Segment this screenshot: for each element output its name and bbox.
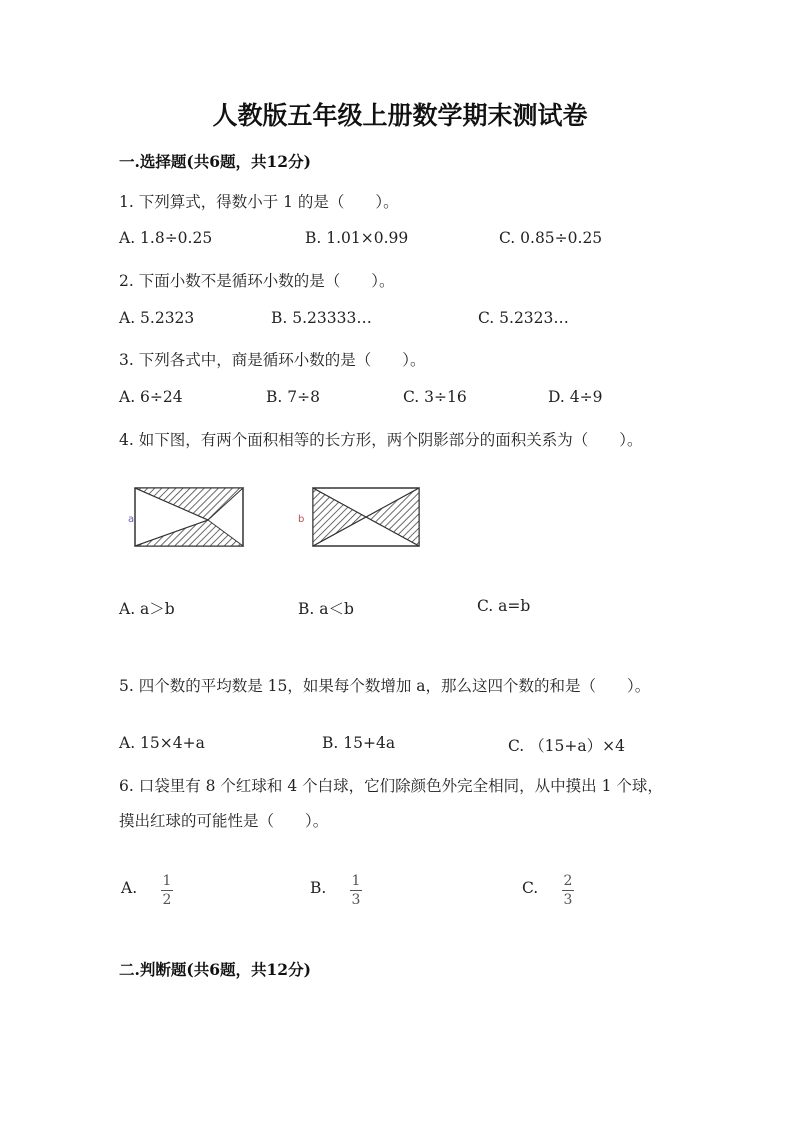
fraction-denominator: 2: [162, 892, 172, 908]
section-heading-choice: 一.选择题(共6题，共12分): [119, 152, 311, 171]
page-title: 人教版五年级上册数学期末测试卷: [212, 101, 588, 130]
fraction-denominator: 3: [351, 892, 361, 908]
q3-option-a[interactable]: A. 6÷24: [119, 388, 183, 406]
q4-figure: [130, 484, 430, 550]
q4-option-c[interactable]: C. a=b: [477, 597, 531, 615]
question-6-text-line1: 6. 口袋里有 8 个红球和 4 个白球，它们除颜色外完全相同，从中摸出 1 个球，: [119, 777, 663, 795]
q6-option-b-label[interactable]: B.: [310, 879, 327, 897]
fraction-numerator: 1: [162, 873, 172, 889]
q3-option-b[interactable]: B. 7÷8: [266, 388, 320, 406]
q4-option-b[interactable]: B. a＜b: [298, 600, 354, 618]
fraction-bar: [562, 890, 574, 891]
fraction-numerator: 2: [563, 873, 573, 889]
q6-option-c-label[interactable]: C.: [522, 879, 539, 897]
q1-option-a[interactable]: A. 1.8÷0.25: [119, 229, 213, 247]
q2-option-a[interactable]: A. 5.2323: [119, 309, 195, 327]
fraction-numerator: 1: [351, 873, 361, 889]
section-heading-judgement: 二.判断题(共6题，共12分): [119, 960, 311, 979]
q1-option-b[interactable]: B. 1.01×0.99: [305, 229, 409, 247]
q6-option-a-fraction[interactable]: [161, 874, 173, 907]
fraction-denominator: 3: [563, 892, 573, 908]
question-4-text: 4. 如下图，有两个面积相等的长方形，两个阴影部分的面积关系为（ ）。: [119, 431, 643, 449]
question-1-text: 1. 下列算式，得数小于 1 的是（ ）。: [119, 193, 399, 211]
fraction-bar: [350, 890, 362, 891]
q1-option-c[interactable]: C. 0.85÷0.25: [499, 229, 603, 247]
question-2-text: 2. 下面小数不是循环小数的是（ ）。: [119, 272, 395, 290]
q2-option-c[interactable]: C. 5.2323…: [478, 309, 569, 327]
q5-option-c[interactable]: C. （15+a）×4: [508, 737, 625, 755]
question-6-text-line2: 摸出红球的可能性是（ ）。: [119, 812, 329, 830]
figure-label-b: b: [298, 514, 305, 525]
q6-option-b-fraction[interactable]: [350, 874, 362, 907]
q6-option-a-label[interactable]: A.: [121, 879, 138, 897]
figure-label-a: a: [128, 514, 135, 525]
fraction-bar: [161, 890, 173, 891]
question-5-text: 5. 四个数的平均数是 15，如果每个数增加 a，那么这四个数的和是（ ）。: [119, 677, 651, 695]
q2-option-b[interactable]: B. 5.23333…: [271, 309, 372, 327]
q5-option-a[interactable]: A. 15×4+a: [119, 734, 205, 752]
q4-option-a[interactable]: A. a＞b: [119, 600, 175, 618]
q3-option-d[interactable]: D. 4÷9: [548, 388, 603, 406]
q5-option-b[interactable]: B. 15+4a: [322, 734, 396, 752]
q3-option-c[interactable]: C. 3÷16: [403, 388, 467, 406]
question-3-text: 3. 下列各式中，商是循环小数的是（ ）。: [119, 351, 426, 369]
q6-option-c-fraction[interactable]: [562, 874, 574, 907]
